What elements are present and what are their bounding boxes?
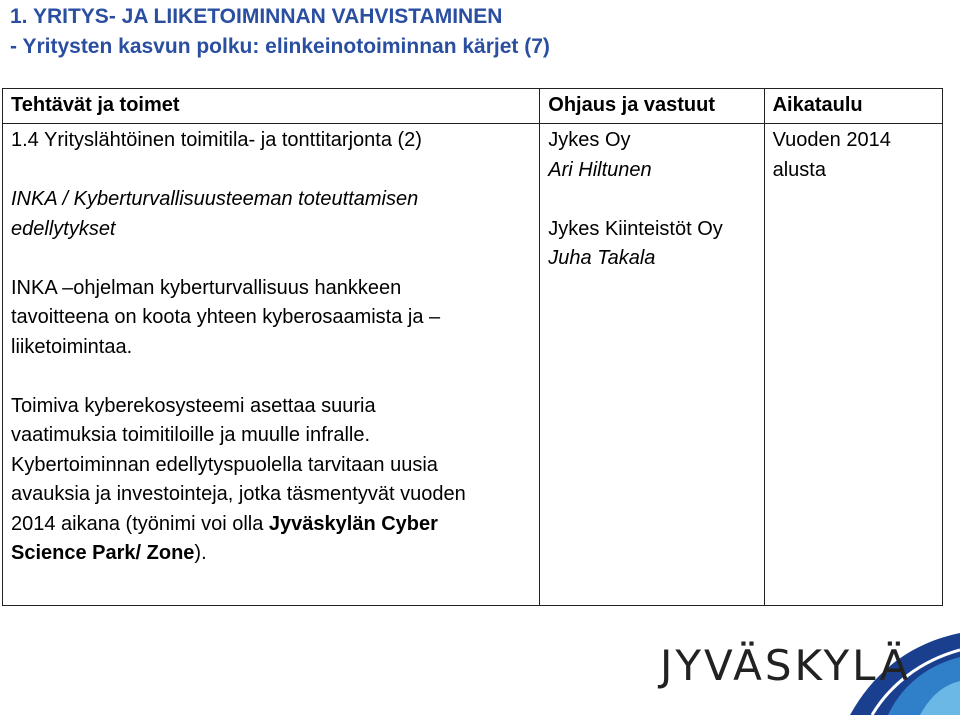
table-header-row bbox=[3, 89, 943, 124]
logo-text: JYVÄSKYLÄ bbox=[660, 641, 912, 690]
task-heading: 1.4 Yrityslähtöinen toimitila- ja tonttitarjonta (2) bbox=[11, 129, 422, 151]
schedule-line-1: Vuoden 2014 bbox=[772, 129, 891, 151]
header-tasks: Tehtävät ja toimet bbox=[3, 89, 540, 124]
header-responsibilities: Ohjaus ja vastuut bbox=[540, 89, 764, 124]
task-para2-line-3: Kybertoiminnan edellytyspuolella tarvitaan uusia bbox=[11, 453, 438, 476]
task-italic-line-1: INKA / Kyberturvallisuusteeman toteuttamisen bbox=[11, 188, 419, 210]
task-para2-line-5-text: 2014 aikana (työnimi voi olla bbox=[11, 512, 269, 535]
task-para2-line-4: avauksia ja investointeja, jotka täsmentyvät vuoden bbox=[11, 483, 466, 505]
task-para2-line-6-text: ). bbox=[194, 542, 207, 564]
task-para2-line-6-bold: Science Park/ Zone bbox=[11, 542, 195, 564]
tasks-cell bbox=[3, 124, 540, 606]
task-para2-line-5 bbox=[11, 510, 531, 540]
schedule-cell bbox=[764, 124, 942, 606]
slide-title bbox=[10, 2, 550, 62]
task-para1-line-3: liiketoimintaa. bbox=[11, 335, 133, 358]
task-para2-line-2: vaatimuksia toimitiloille ja muulle infralle. bbox=[11, 424, 371, 446]
schedule-line-2: alusta bbox=[772, 158, 826, 181]
task-para1-line-2: tavoitteena on koota yhteen kyberosaamista ja – bbox=[11, 306, 441, 328]
title-line-1: 1. YRITYS- JA LIIKETOIMINNAN VAHVISTAMINEN bbox=[10, 5, 503, 28]
task-para1-line-1: INKA –ohjelman kyberturvallisuus hankkeen bbox=[11, 276, 402, 299]
header-schedule: Aikataulu bbox=[764, 89, 942, 124]
task-italic-line-2: edellytykset bbox=[11, 217, 116, 240]
jyvaskyla-logo bbox=[650, 595, 960, 715]
responsibilities-cell bbox=[540, 124, 764, 606]
responsible-org-1: Jykes Oy bbox=[548, 129, 631, 151]
title-line-2: - Yritysten kasvun polku: elinkeinotoiminnan kärjet (7) bbox=[10, 35, 550, 58]
responsible-person-2: Juha Takala bbox=[548, 247, 656, 269]
task-para2-line-5-bold: Jyväskylän Cyber bbox=[268, 512, 438, 535]
task-para2-line-6 bbox=[11, 539, 531, 569]
action-plan-table bbox=[2, 88, 943, 606]
responsible-org-2: Jykes Kiinteistöt Oy bbox=[548, 217, 723, 240]
table-row bbox=[3, 124, 943, 606]
task-para2-line-1: Toimiva kyberekosysteemi asettaa suuria bbox=[11, 394, 376, 417]
responsible-person-1: Ari Hiltunen bbox=[548, 158, 652, 181]
